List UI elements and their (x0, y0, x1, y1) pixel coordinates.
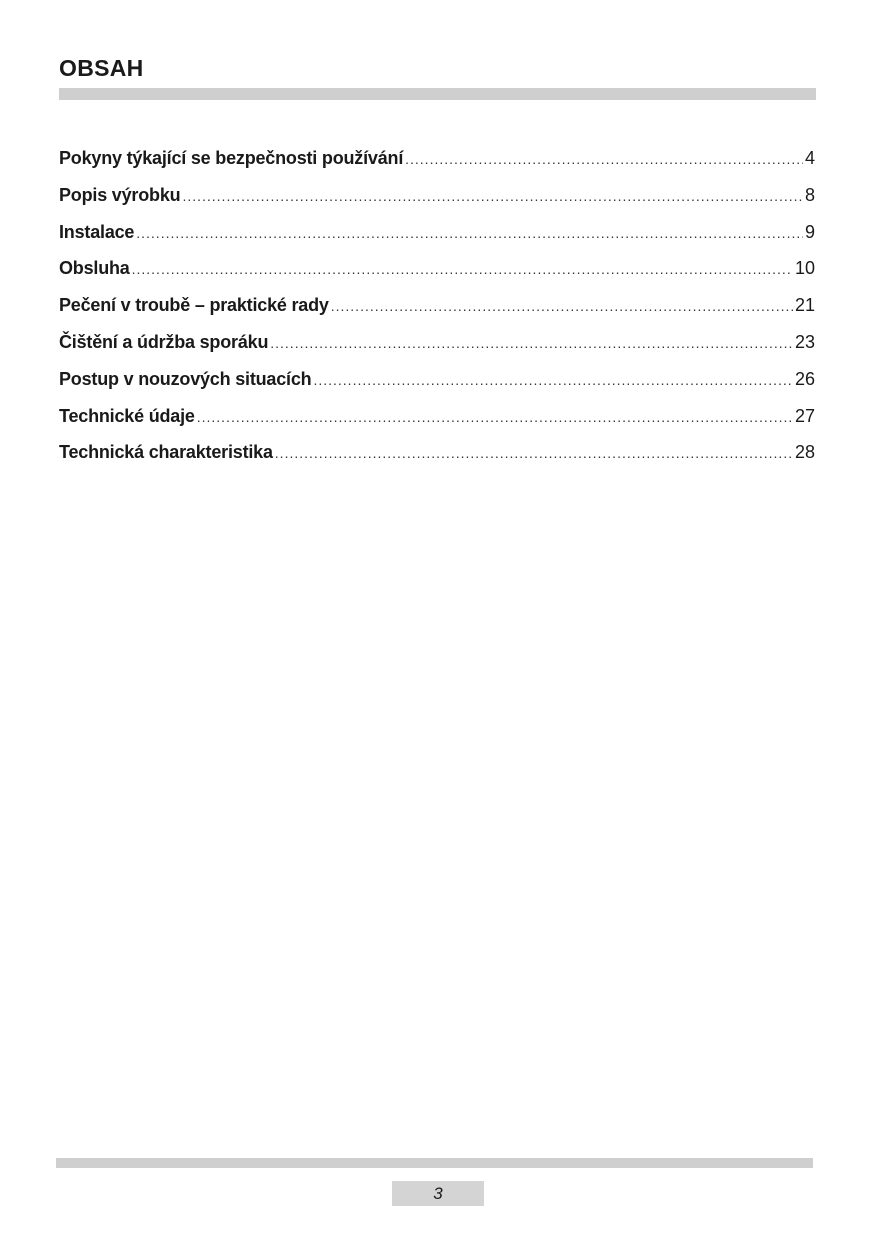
toc-leader-dots (132, 253, 793, 285)
toc-entry-technical-data[interactable] (59, 400, 815, 437)
toc-entry-cleaning[interactable] (59, 326, 815, 363)
toc-leader-dots (136, 217, 803, 249)
toc-entry-safety[interactable] (59, 142, 815, 179)
toc-leader-dots (270, 327, 793, 359)
toc-leader-dots (275, 437, 793, 469)
toc-entry-baking-tips[interactable] (59, 289, 815, 326)
toc-leader-dots (182, 180, 803, 212)
toc-entry-label: Postup v nouzových situacích (59, 368, 312, 389)
toc-entry-page: 10 (794, 258, 815, 279)
toc-leader-dots (331, 290, 793, 322)
toc-entry-label: Obsluha (59, 258, 130, 279)
footer-divider (56, 1158, 813, 1168)
toc-entry-label: Pečení v troubě – praktické rady (59, 295, 329, 316)
toc-entry-page: 8 (804, 184, 815, 205)
toc-entry-page: 21 (794, 295, 815, 316)
toc-entry-page: 27 (794, 405, 815, 426)
page-number: 3 (392, 1181, 484, 1206)
toc-entry-emergency[interactable] (59, 363, 815, 400)
title-divider (59, 88, 816, 100)
toc-entry-label: Pokyny týkající se bezpečnosti používání (59, 148, 404, 168)
toc-entry-page: 28 (794, 442, 815, 463)
toc-entry-label: Technické údaje (59, 405, 195, 426)
page-title: OBSAH (59, 55, 144, 81)
toc-leader-dots (197, 401, 793, 433)
toc-entry-technical-characteristics[interactable] (59, 436, 815, 473)
toc-entry-page: 23 (794, 331, 815, 352)
toc-entry-installation[interactable] (59, 216, 815, 253)
toc-entry-label: Technická charakteristika (59, 442, 273, 463)
toc-entry-product-description[interactable] (59, 179, 815, 216)
toc-entry-page: 4 (804, 148, 815, 168)
toc-entry-page: 26 (794, 368, 815, 389)
toc-entry-label: Popis výrobku (59, 184, 181, 205)
toc-leader-dots (313, 364, 793, 396)
toc-entry-page: 9 (804, 221, 815, 242)
toc-leader-dots (405, 143, 803, 175)
table-of-contents (59, 142, 815, 473)
toc-entry-operation[interactable] (59, 252, 815, 289)
toc-entry-label: Instalace (59, 221, 135, 242)
toc-entry-label: Čištění a údržba sporáku (59, 331, 269, 352)
